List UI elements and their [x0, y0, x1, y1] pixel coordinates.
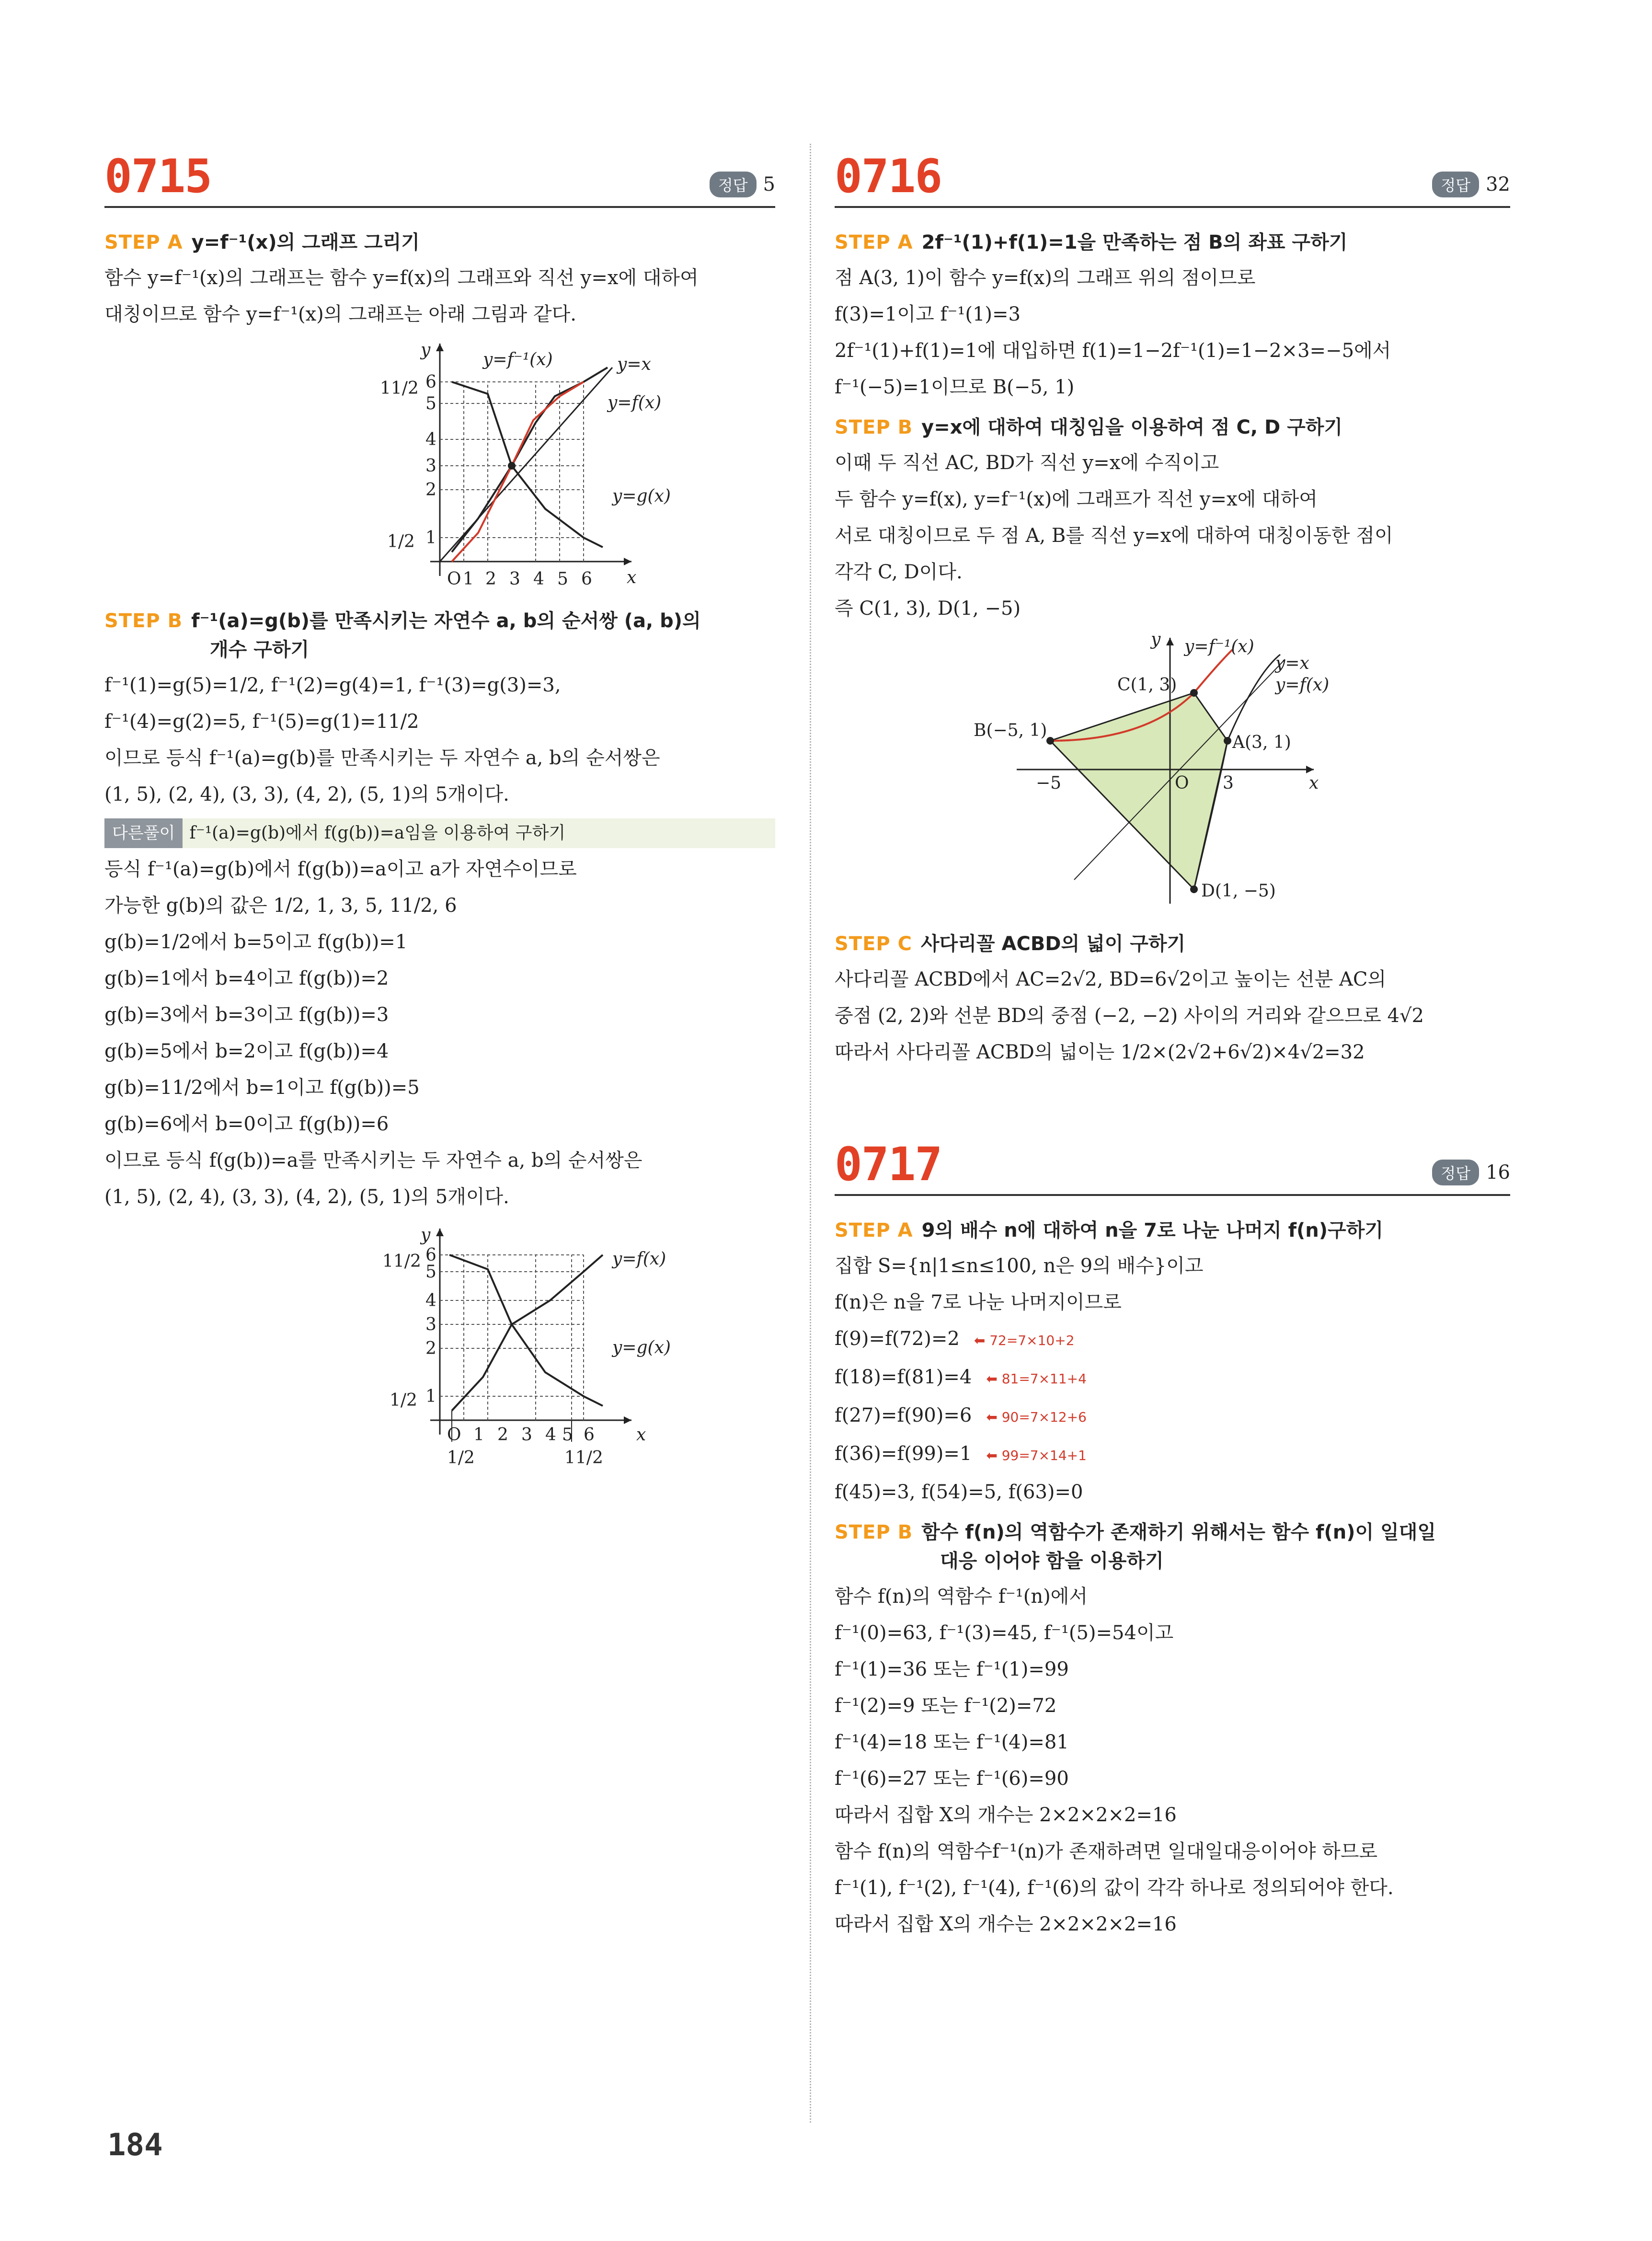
alternate-solution-heading	[104, 818, 775, 848]
step-a-heading	[104, 228, 775, 257]
value-note: ⬅ 72=7×10+2	[974, 1333, 1075, 1348]
step-c-heading	[835, 930, 1510, 958]
text-line: 중점 (2, 2)와 선분 BD의 중점 (−2, −2) 사이의 거리와 같으므로 4√2	[835, 1005, 1424, 1027]
label-g: y=g(x)	[612, 1338, 671, 1357]
answer-badge: 정답	[1432, 1160, 1479, 1185]
value-eq: f(18)=f(81)=4	[835, 1366, 972, 1388]
x-tick: 6	[581, 569, 592, 589]
value-note: ⬅ 99=7×14+1	[986, 1448, 1087, 1463]
text-line: g(b)=3에서 b=3이고 f(g(b))=3	[104, 1004, 389, 1026]
step-title: f⁻¹(a)=g(b)를 만족시키는 자연수 a, b의 순서쌍 (a, b)의	[191, 610, 701, 632]
value-eq: f(9)=f(72)=2	[835, 1328, 960, 1350]
x-tick: 5	[557, 569, 568, 589]
x-axis-label: x	[1309, 773, 1319, 793]
step-title: 9의 배수 n에 대하여 n을 7로 나눈 나머지 f(n)구하기	[921, 1219, 1383, 1241]
x-tick: 3	[509, 569, 520, 589]
step-label: STEP B	[104, 610, 183, 632]
text-line: f(3)=1이고 f⁻¹(1)=3	[835, 303, 1021, 325]
text-line: 따라서 집합 X의 개수는 2×2×2×2=16	[835, 1913, 1177, 1935]
text-line: 각각 C, D이다.	[835, 561, 963, 583]
text-line: 따라서 집합 X의 개수는 2×2×2×2=16	[835, 1804, 1177, 1826]
text-line: 이므로 등식 f⁻¹(a)=g(b)를 만족시키는 두 자연수 a, b의 순서쌍은	[104, 747, 660, 769]
fraction-label: 11/2	[564, 1448, 603, 1468]
fraction-label: 11/2	[382, 1252, 421, 1271]
text-line: 이므로 등식 f(g(b))=a를 만족시키는 두 자연수 a, b의 순서쌍은	[104, 1149, 642, 1172]
value-row	[835, 1439, 1510, 1470]
text-line: g(b)=11/2에서 b=1이고 f(g(b))=5	[104, 1077, 420, 1099]
y-tick: 5	[425, 1262, 436, 1282]
text-line: f⁻¹(4)=g(2)=5, f⁻¹(5)=g(1)=11/2	[104, 711, 419, 733]
text-line: f⁻¹(2)=9 또는 f⁻¹(2)=72	[835, 1695, 1057, 1717]
step-a-heading	[835, 228, 1510, 257]
problem-0716	[835, 144, 1510, 1946]
answer-badge: 정답	[1432, 172, 1479, 197]
x-tick: 2	[497, 1425, 508, 1445]
value-row	[835, 1478, 1510, 1506]
page-number: 184	[107, 2127, 163, 2163]
y-tick: 4	[425, 1291, 436, 1310]
step-b-heading	[835, 1518, 1510, 1575]
point-a-label: A(3, 1)	[1232, 733, 1291, 752]
point-d-label: D(1, −5)	[1201, 881, 1276, 901]
x-tick: 4	[533, 569, 544, 589]
text-line: 두 함수 y=f(x), y=f⁻¹(x)에 그래프가 직선 y=x에 대하여	[835, 488, 1318, 510]
y-tick: 2	[425, 480, 436, 500]
text-line: f⁻¹(0)=63, f⁻¹(3)=45, f⁻¹(5)=54이고	[835, 1622, 1174, 1644]
text-line: f⁻¹(1), f⁻¹(2), f⁻¹(4), f⁻¹(6)의 값이 각각 하나로 정의되어야 한다.	[835, 1877, 1394, 1899]
y-tick: 2	[425, 1339, 436, 1358]
label-f-inverse: y=f⁻¹(x)	[1184, 637, 1254, 656]
problem-number: 0716	[835, 149, 942, 203]
step-b-heading	[835, 413, 1510, 442]
answer-value: 32	[1486, 173, 1510, 195]
text-line: 따라서 사다리꼴 ACBD의 넓이는 1/2×(2√2+6√2)×4√2=32	[835, 1041, 1365, 1063]
y-tick: 3	[425, 1315, 436, 1334]
label-f: y=f(x)	[612, 1249, 666, 1269]
answer-value: 16	[1486, 1161, 1510, 1184]
column-divider	[810, 144, 811, 2123]
value-eq: f(36)=f(99)=1	[835, 1443, 972, 1465]
text-line: f⁻¹(4)=18 또는 f⁻¹(4)=81	[835, 1731, 1069, 1753]
label-f: y=f(x)	[1275, 675, 1330, 695]
text-line: f⁻¹(1)=g(5)=1/2, f⁻¹(2)=g(4)=1, f⁻¹(3)=g(3)=3,	[104, 674, 561, 696]
text-line: 함수 y=f⁻¹(x)의 그래프는 함수 y=f(x)의 그래프와 직선 y=x에 대하여	[104, 267, 699, 289]
answer	[1432, 1160, 1510, 1185]
step-label: STEP C	[835, 933, 913, 955]
step-title-cont: 대응 이어야 함을 이용하기	[940, 1550, 1164, 1572]
step-label: STEP A	[835, 1219, 913, 1241]
text-line: g(b)=1에서 b=4이고 f(g(b))=2	[104, 967, 389, 989]
text-line: (1, 5), (2, 4), (3, 3), (4, 2), (5, 1)의 5개이다.	[104, 783, 509, 805]
value-eq: f(45)=3, f(54)=5, f(63)=0	[835, 1481, 1083, 1503]
value-eq: f(27)=f(90)=6	[835, 1404, 972, 1426]
answer-value: 5	[763, 173, 775, 195]
value-row	[835, 1401, 1510, 1432]
x-tick: −5	[1036, 773, 1062, 793]
y-tick: 3	[425, 456, 436, 476]
text-line: 함수 f(n)의 역함수 f⁻¹(n)에서	[835, 1586, 1088, 1608]
alt-badge: 다른풀이	[104, 818, 183, 848]
step-label: STEP B	[835, 1521, 913, 1543]
y-axis-label: y	[1151, 631, 1161, 649]
step-label: STEP A	[104, 231, 183, 253]
origin-label: O	[447, 1425, 461, 1445]
y-tick: 1	[425, 1387, 436, 1406]
text-line: f⁻¹(−5)=1이므로 B(−5, 1)	[835, 376, 1075, 398]
y-axis-label: y	[421, 1225, 431, 1245]
y-tick: 6	[425, 372, 436, 392]
graph-inverse-functions	[104, 336, 775, 595]
text-line: f⁻¹(1)=36 또는 f⁻¹(1)=99	[835, 1658, 1069, 1680]
problem-header	[835, 144, 1510, 208]
x-tick: 3	[521, 1425, 532, 1445]
y-tick: 6	[425, 1245, 436, 1265]
curve-f-inverse	[452, 382, 584, 562]
text-line: g(b)=5에서 b=2이고 f(g(b))=4	[104, 1040, 389, 1062]
alt-title: f⁻¹(a)=g(b)에서 f(g(b))=a임을 이용하여 구하기	[189, 823, 566, 843]
text-line: 함수 f(n)의 역함수f⁻¹(n)가 존재하려면 일대일대응이어야 하므로	[835, 1840, 1377, 1862]
step-label: STEP A	[835, 231, 913, 253]
answer	[1432, 172, 1510, 197]
step-title: 사다리꼴 ACBD의 넓이 구하기	[921, 933, 1186, 955]
step-label: STEP B	[835, 416, 913, 438]
problem-header	[104, 144, 775, 208]
step-title: y=x에 대하여 대칭임을 이용하여 점 C, D 구하기	[921, 416, 1343, 438]
text-line: 가능한 g(b)의 값은 1/2, 1, 3, 5, 11/2, 6	[104, 895, 457, 917]
origin-label: O	[447, 569, 461, 589]
step-title: y=f⁻¹(x)의 그래프 그리기	[191, 231, 420, 253]
origin-label: O	[1175, 773, 1189, 793]
text-line: 점 A(3, 1)이 함수 y=f(x)의 그래프 위의 점이므로	[835, 267, 1256, 289]
text-line: 이때 두 직선 AC, BD가 직선 y=x에 수직이고	[835, 452, 1219, 474]
value-note: ⬅ 90=7×12+6	[986, 1409, 1087, 1425]
x-axis-label: x	[627, 568, 637, 587]
x-tick: 5	[562, 1425, 573, 1445]
y-tick: 1	[425, 528, 436, 548]
graph-trapezoid	[835, 631, 1510, 918]
text-line: 집합 S={n|1≤n≤100, n은 9의 배수}이고	[835, 1255, 1204, 1277]
point-c-label: C(1, 3)	[1117, 675, 1177, 695]
x-axis-label: x	[636, 1425, 646, 1445]
problem-header-0717	[835, 1132, 1510, 1196]
problem-0715	[104, 144, 775, 1487]
text-line: 사다리꼴 ACBD에서 AC=2√2, BD=6√2이고 높이는 선분 AC의	[835, 968, 1387, 990]
x-tick: 2	[485, 569, 496, 589]
x-tick: 6	[584, 1425, 595, 1445]
label-f: y=f(x)	[608, 393, 662, 413]
label-y-eq-x: y=x	[1275, 654, 1309, 673]
text-line: 즉 C(1, 3), D(1, −5)	[835, 598, 1021, 620]
fraction-label: 1/2	[390, 1391, 417, 1410]
value-row	[835, 1363, 1510, 1393]
value-note: ⬅ 81=7×11+4	[986, 1371, 1087, 1387]
step-a-heading	[835, 1216, 1510, 1245]
step-title: 2f⁻¹(1)+f(1)=1을 만족하는 점 B의 좌표 구하기	[921, 231, 1348, 253]
x-tick: 4	[545, 1425, 556, 1445]
answer-badge: 정답	[710, 172, 757, 197]
step-title: 함수 f(n)의 역함수가 존재하기 위해서는 함수 f(n)이 일대일	[921, 1521, 1436, 1543]
x-tick: 1	[473, 1425, 484, 1445]
y-tick: 5	[425, 394, 436, 414]
step-b-heading	[104, 607, 775, 664]
text-line: 대칭이므로 함수 y=f⁻¹(x)의 그래프는 아래 그림과 같다.	[104, 303, 576, 325]
text-line: 서로 대칭이므로 두 점 A, B를 직선 y=x에 대하여 대칭이동한 점이	[835, 525, 1393, 547]
text-line: g(b)=1/2에서 b=5이고 f(g(b))=1	[104, 931, 408, 953]
x-tick: 3	[1223, 773, 1234, 793]
y-tick: 4	[425, 430, 436, 449]
text-line: (1, 5), (2, 4), (3, 3), (4, 2), (5, 1)의 5개이다.	[104, 1186, 509, 1208]
text-line: 등식 f⁻¹(a)=g(b)에서 f(g(b))=a이고 a가 자연수이므로	[104, 858, 577, 880]
value-row	[835, 1324, 1510, 1355]
text-line: f(n)은 n을 7로 나눈 나머지이므로	[835, 1291, 1122, 1313]
problem-number: 0717	[835, 1138, 942, 1191]
step-title-cont: 개수 구하기	[210, 639, 310, 661]
fraction-label: 11/2	[380, 379, 419, 398]
text-line: 2f⁻¹(1)+f(1)=1에 대입하면 f(1)=1−2f⁻¹(1)=1−2×3=−5에서	[835, 340, 1391, 362]
label-y-eq-x: y=x	[617, 355, 651, 374]
label-f-inverse: y=f⁻¹(x)	[483, 350, 553, 369]
text-line: g(b)=6에서 b=0이고 f(g(b))=6	[104, 1113, 389, 1135]
fraction-label: 1/2	[387, 532, 415, 552]
label-g: y=g(x)	[612, 486, 671, 506]
answer	[710, 172, 775, 197]
line-y-eq-x	[440, 368, 612, 562]
x-tick: 1	[463, 569, 474, 589]
text-line: f⁻¹(6)=27 또는 f⁻¹(6)=90	[835, 1768, 1069, 1790]
y-axis-label: y	[421, 340, 431, 360]
point-b-label: B(−5, 1)	[974, 721, 1047, 740]
graph-f-and-g	[104, 1219, 775, 1487]
fraction-label: 1/2	[447, 1448, 475, 1468]
problem-number: 0715	[104, 149, 212, 203]
